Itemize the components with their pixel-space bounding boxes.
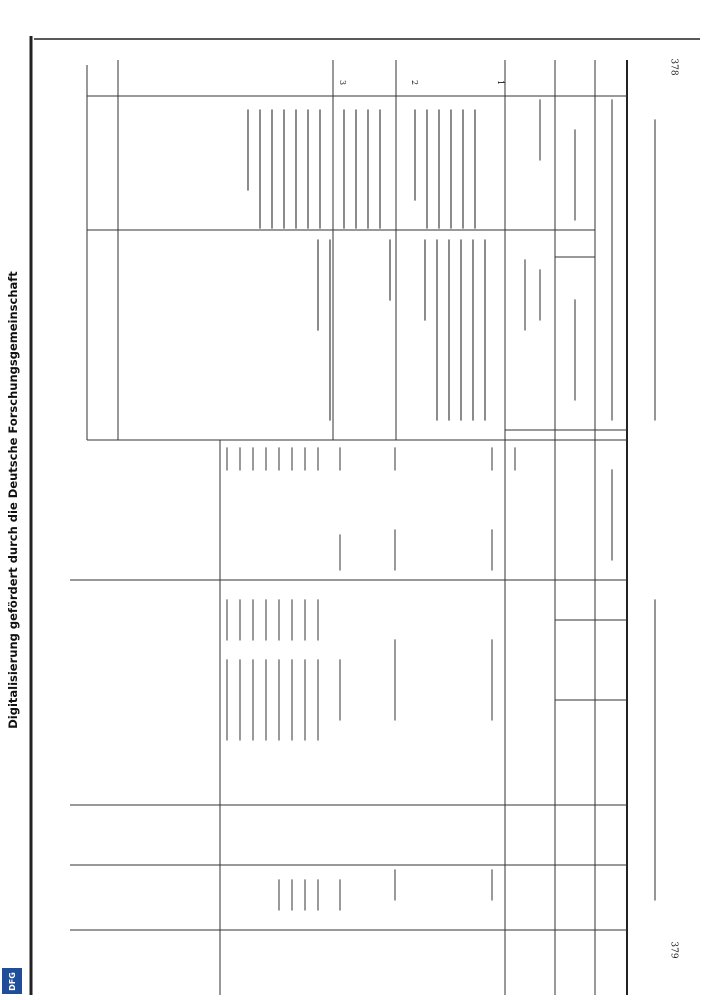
- footer-bar: [0, 0, 26, 1000]
- row-number-1: 1: [496, 79, 506, 86]
- dfg-logo-text: DFG: [7, 971, 17, 991]
- footer-funding-text: Digitalisierung gefördert durch die Deutsche Forschungsgemeinschaft: [6, 271, 20, 729]
- dfg-logo: [2, 968, 22, 994]
- page-number-left: 378: [668, 58, 679, 76]
- row-number-3: 3: [338, 79, 348, 86]
- page-number-right: 379: [668, 941, 679, 959]
- row-number-2: 2: [410, 79, 420, 86]
